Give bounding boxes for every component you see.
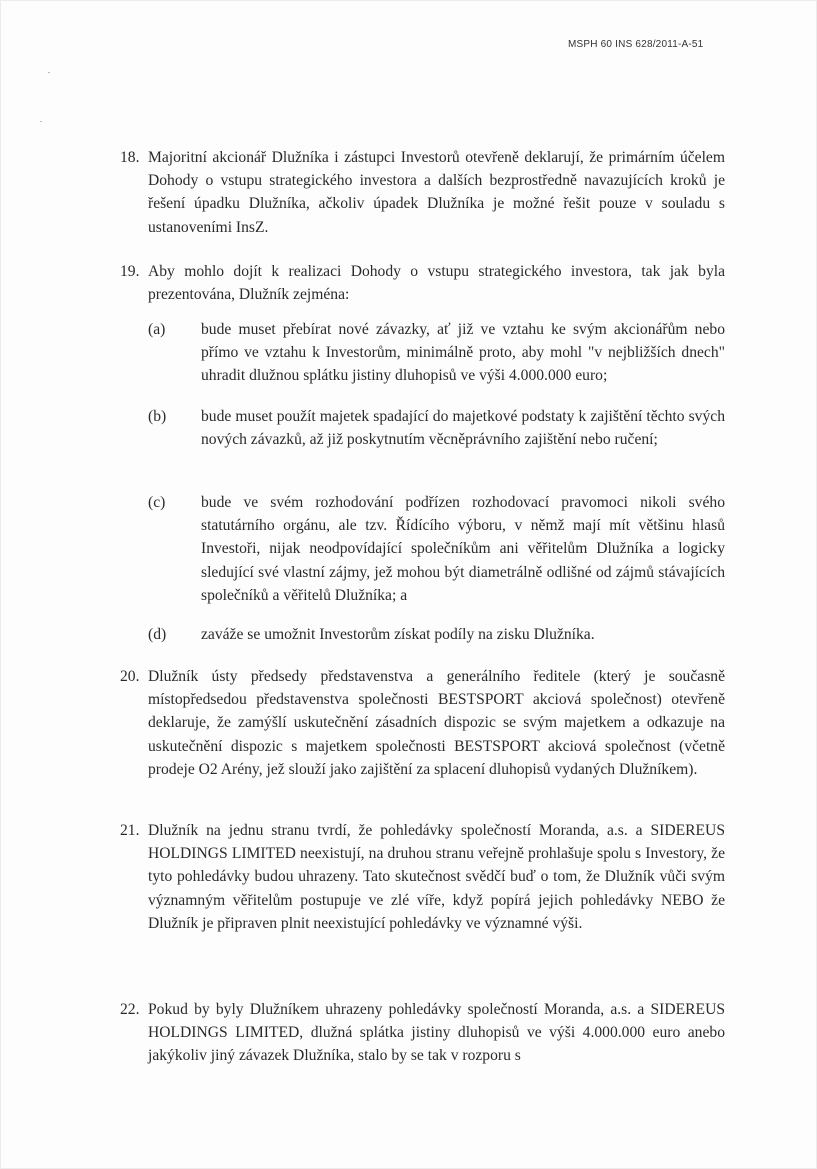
paragraph-number: 19. [120, 263, 140, 280]
paragraph-text: Dlužník na jednu stranu tvrdí, že pohledávky společností Moranda, a.s. a SIDEREUS HOLDINGS LIMITED neexistují, na druhou stranu veřejně prohlašuje spolu s Investory, že tyto pohledávky budou uhrazeny. Tato skutečnost svědčí buď o tom, že Dlužník vůči svým významným věřitelům postupuje ve zlé víře, když popírá jejich pohledávky NEBO že Dlužník je připraven plnit neexistující pohledávky ve významné výši. [148, 822, 725, 932]
paragraph-number: 21. [120, 822, 140, 839]
subitem-label: (a) [148, 321, 166, 338]
subitem-d [148, 623, 725, 646]
subitem-a [148, 318, 725, 388]
paragraph-text: Dlužník ústy předsedy představenstva a generálního ředitele (který je současně místopředsedou představenstva společnosti BESTSPORT akciová společnost) otevřeně deklaruje, že zamýšlí uskutečnění zásadních dispozic se svým majetkem a odkazuje na uskutečnění dispozic s majetkem společnosti BESTSPORT akciová společnost (včetně prodeje O2 Arény, jež slouží jako zajištění za splacení dluhopisů vydaných Dlužníkem). [148, 668, 725, 778]
paragraph-text: Aby mohlo dojít k realizaci Dohody o vstupu strategického investora, tak jak byla prezentována, Dlužník zejména: [148, 263, 725, 304]
paragraph-text: Pokud by byly Dlužníkem uhrazeny pohledávky společností Moranda, a.s. a SIDEREUS HOLDINGS LIMITED, dlužná splátka jistiny dluhopisů ve výši 4.000.000 euro anebo jakýkoliv jiný závazek Dlužníka, stalo by se tak v rozporu s [148, 1001, 725, 1065]
subitem-label: (d) [148, 626, 167, 643]
document-reference: MSPH 60 INS 628/2011-A-51 [568, 39, 704, 50]
subitem-b [148, 405, 725, 451]
paragraph-19 [120, 260, 725, 306]
subitem-label: (b) [148, 408, 167, 425]
subitem-label: (c) [148, 494, 166, 511]
paragraph-text: Majoritní akcionář Dlužníka i zástupci Investorů otevřeně deklarují, že primárním účelem Dohody o vstupu strategického investora a dalších bezprostředně navazujících kroků je řešení úpadku Dlužníka, ačkoliv úpadek Dlužníka je možné řešit pouze v souladu s ustanoveními InsZ. [148, 149, 725, 236]
subitem-text: zaváže se umožnit Investorům získat podíly na zisku Dlužníka. [201, 626, 595, 643]
paragraph-20 [120, 665, 725, 781]
subitem-text: bude muset použít majetek spadající do majetkové podstaty k zajištění těchto svých nových závazků, až již poskytnutím věcněprávního zajištění nebo ručení; [201, 408, 725, 449]
paragraph-number: 20. [120, 668, 140, 685]
subitem-text: bude muset přebírat nové závazky, ať již ve vztahu ke svým akcionářům nebo přímo ve vztahu k Investorům, minimálně proto, aby mohl "v nejbližších dnech" uhradit dlužnou splátku jistiny dluhopisů ve výši 4.000.000 euro; [201, 321, 725, 385]
scan-speck [48, 72, 50, 73]
paragraph-22 [120, 998, 725, 1068]
paragraph-18 [120, 146, 725, 239]
subitem-c [148, 491, 725, 607]
paragraph-number: 22. [120, 1001, 140, 1018]
subitem-text: bude ve svém rozhodování podřízen rozhodovací pravomoci nikoli svého statutárního orgánu, ale tzv. Řídícího výboru, v němž mají mít většinu hlasů Investoři, nijak neodpovídající společníkům ani věřitelům Dlužníka a logicky sledující své vlastní zájmy, jež mohou být diametrálně odlišné od zájmů stávajících společníků a věřitelů Dlužníka; a [201, 494, 725, 604]
scan-speck [40, 121, 42, 122]
paragraph-number: 18. [120, 149, 140, 166]
paragraph-21 [120, 819, 725, 935]
